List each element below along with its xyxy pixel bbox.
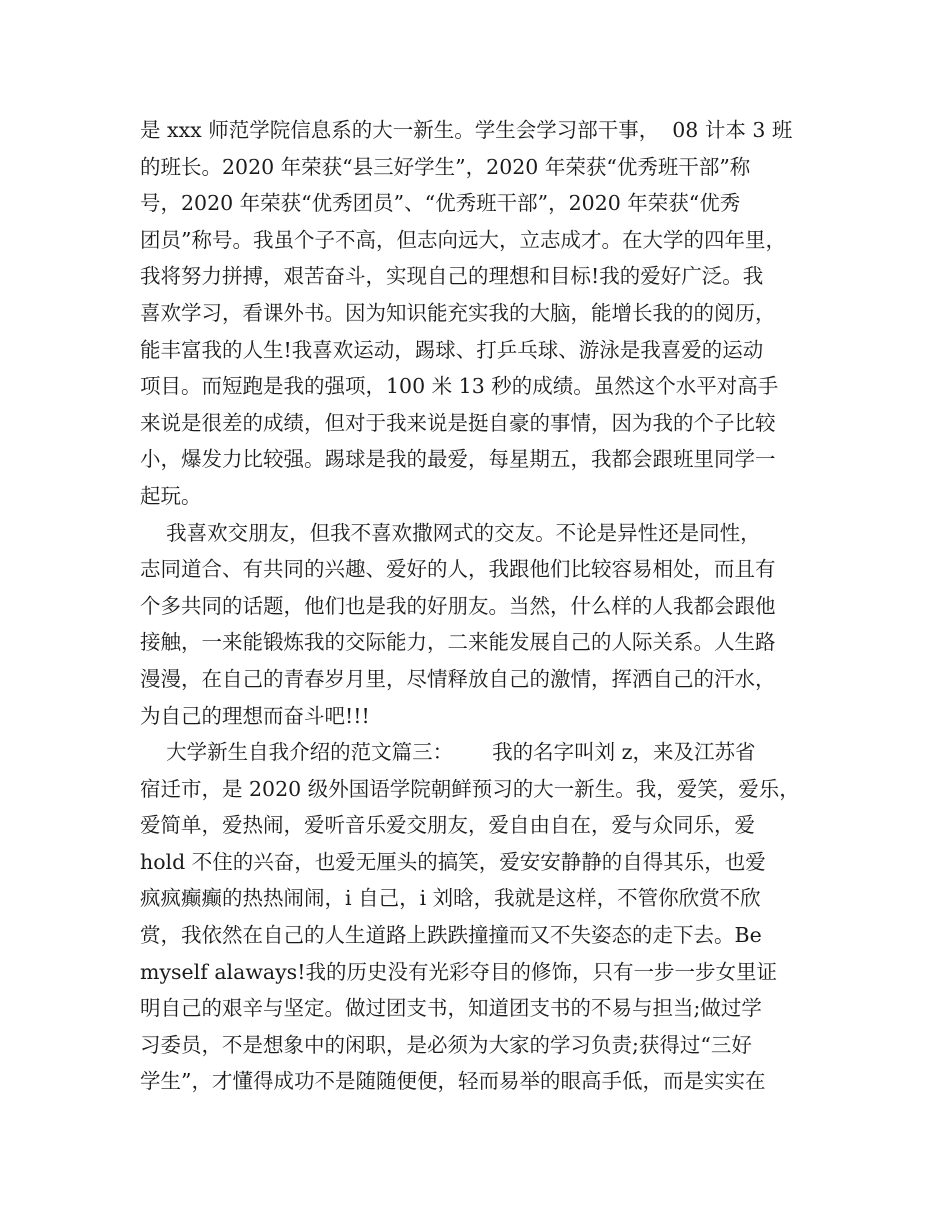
- text-line: 我将努力拼搏，艰苦奋斗，实现自己的理想和目标!我的爱好广泛。我: [140, 264, 764, 289]
- text-line: 赏，我依然在自己的人生道路上跌跌撞撞而又不失姿态的走下去。Be: [140, 923, 762, 948]
- text-line: 接触，一来能锻炼我的交际能力，二来能发展自己的人际关系。人生路: [140, 630, 776, 655]
- text-line: 小，爆发力比较强。踢球是我的最爱，每星期五，我都会跟班里同学一: [140, 447, 776, 472]
- text-line: 漫漫，在自己的青春岁月里，尽情释放自己的激情，挥洒自己的汗水，: [140, 666, 776, 691]
- text-line: 学生”，才懂得成功不是随随便便，轻而易举的眼高手低，而是实实在: [140, 1069, 766, 1094]
- body-text: [140, 112, 820, 1100]
- text-line: 起玩。: [140, 483, 202, 508]
- text-line: 爱简单，爱热闹，爱听音乐爱交朋友，爱自由自在，爱与众同乐，爱: [140, 813, 755, 838]
- text-line: 的班长。2020 年荣获“县三好学生”，2020 年荣获“优秀班干部”称: [140, 154, 751, 179]
- text-line: hold 不住的兴奋，也爱无厘头的搞笑，爱安安静静的自得其乐，也爱: [140, 849, 766, 874]
- text-line: 志同道合、有共同的兴趣、爱好的人，我跟他们比较容易相处，而且有: [140, 557, 776, 582]
- text-line: 项目。而短跑是我的强项，100 米 13 秒的成绩。虽然这个水平对高手: [140, 374, 779, 399]
- text-line: 是 xxx 师范学院信息系的大一新生。学生会学习部干事， 08 计本 3 班: [140, 118, 793, 142]
- text-line: myself alaways!我的历史没有光彩夺目的修饰，只有一步一步女里证: [140, 959, 777, 984]
- text-line: 为自己的理想而奋斗吧!!!: [140, 703, 370, 728]
- text-line: 习委员，不是想象中的闲职，是必须为大家的学习负责;获得过“三好: [140, 1032, 752, 1057]
- text-line: 来说是很差的成绩，但对于我来说是挺自豪的事情，因为我的个子比较: [140, 410, 776, 435]
- text-line: 大学新生自我介绍的范文篇三： 我的名字叫刘 z，来及江苏省: [140, 740, 756, 765]
- text-line: 疯疯癫癫的热热闹闹，i 自己，i 刘晗，我就是这样，不管你欣赏不欣: [140, 886, 761, 911]
- text-line: 号，2020 年荣获“优秀团员”、“优秀班干部”，2020 年荣获“优秀: [140, 191, 741, 216]
- text-line: 明自己的艰辛与坚定。做过团支书，知道团支书的不易与担当;做过学: [140, 996, 762, 1021]
- text-line: 能丰富我的人生!我喜欢运动，踢球、打乒乓球、游泳是我喜爱的运动: [140, 337, 764, 362]
- text-line: 宿迁市，是 2020 级外国语学院朝鲜预习的大一新生。我，爱笑，爱乐，: [140, 776, 800, 801]
- text-line: 个多共同的话题，他们也是我的好朋友。当然，什么样的人我都会跟他: [140, 593, 776, 618]
- text-line: 我喜欢交朋友，但我不喜欢撒网式的交友。不论是异性还是同性，: [140, 520, 761, 545]
- text-line: 喜欢学习，看课外书。因为知识能充实我的大脑，能增长我的的阅历，: [140, 300, 776, 325]
- text-line: 团员”称号。我虽个子不高，但志向远大，立志成才。在大学的四年里，: [140, 227, 786, 252]
